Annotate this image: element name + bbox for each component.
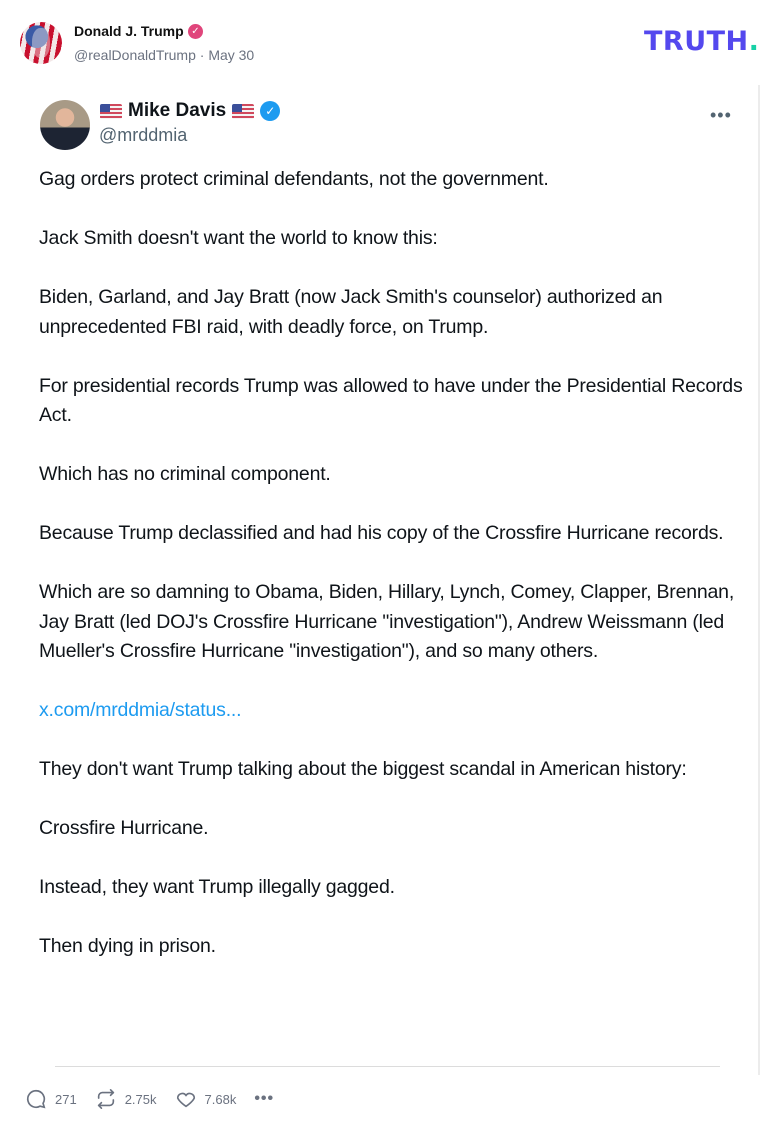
embed-link: x.com/mrddmia/status... (39, 699, 242, 721)
embed-avatar (40, 100, 90, 150)
embed-paragraph: Gag orders protect criminal defendants, not the government. (39, 168, 549, 190)
author-handle[interactable]: @realDonaldTrump (74, 47, 196, 63)
truth-social-logo[interactable] (644, 28, 759, 55)
author-avatar[interactable] (20, 22, 62, 64)
logo-text: TRUTH (644, 26, 749, 57)
post-actions (25, 1087, 274, 1111)
embed-paragraph: Because Trump declassified and had his copy of the Crossfire Hurricane records. (39, 522, 724, 544)
post-header (0, 0, 777, 80)
embedded-screenshot[interactable] (20, 85, 760, 1075)
embed-name: Mike Davis (128, 100, 227, 121)
like-count: 7.68k (204, 1091, 237, 1107)
reply-count: 271 (55, 1091, 77, 1107)
verified-badge-icon: ✓ (188, 24, 203, 39)
us-flag-icon (100, 104, 122, 119)
retruth-count: 2.75k (124, 1091, 157, 1107)
meta-separator: · (199, 47, 205, 63)
embed-paragraph: They don't want Trump talking about the biggest scandal in American history: (39, 758, 687, 780)
author-meta (74, 47, 254, 63)
embed-paragraph: Instead, they want Trump illegally gagged. (39, 876, 395, 898)
logo-dot: . (748, 26, 760, 57)
post-date[interactable]: May 30 (208, 47, 255, 63)
embed-paragraph: Which are so damning to Obama, Biden, Hillary, Lynch, Comey, Clapper, Brennan, Jay Bratt (led DOJ's Crossfire Hurricane "investigation"), Andrew Weissmann (led Mueller's Crossfire Hurricane "investigation"), and so many others. (39, 581, 735, 662)
heart-icon (175, 1088, 197, 1110)
reply-icon (25, 1088, 47, 1110)
embed-more-icon: ••• (710, 105, 732, 125)
embed-handle: @mrddmia (99, 125, 188, 145)
embed-name-row (100, 100, 280, 122)
embed-paragraph: Then dying in prison. (39, 935, 216, 957)
embed-paragraph: For presidential records Trump was allowed to have under the Presidential Records Act. (39, 374, 743, 426)
like-button[interactable] (175, 1088, 237, 1110)
retruth-icon (95, 1088, 117, 1110)
author-name[interactable]: Donald J. Trump (74, 23, 184, 39)
embed-paragraph: Jack Smith doesn't want the world to know this: (39, 227, 438, 249)
us-flag-icon (232, 104, 254, 119)
embed-body (39, 165, 749, 991)
more-options-icon[interactable]: ••• (254, 1090, 275, 1107)
verified-check-icon: ✓ (260, 101, 280, 121)
embed-paragraph: Biden, Garland, and Jay Bratt (now Jack Smith's counselor) authorized an unprecedented FBI raid, with deadly force, on Trump. (39, 286, 663, 338)
embed-divider (55, 1066, 720, 1067)
embed-paragraph: Which has no criminal component. (39, 463, 331, 485)
retruth-button[interactable] (95, 1088, 157, 1110)
embed-paragraph: Crossfire Hurricane. (39, 817, 209, 839)
reply-button[interactable] (25, 1088, 77, 1110)
